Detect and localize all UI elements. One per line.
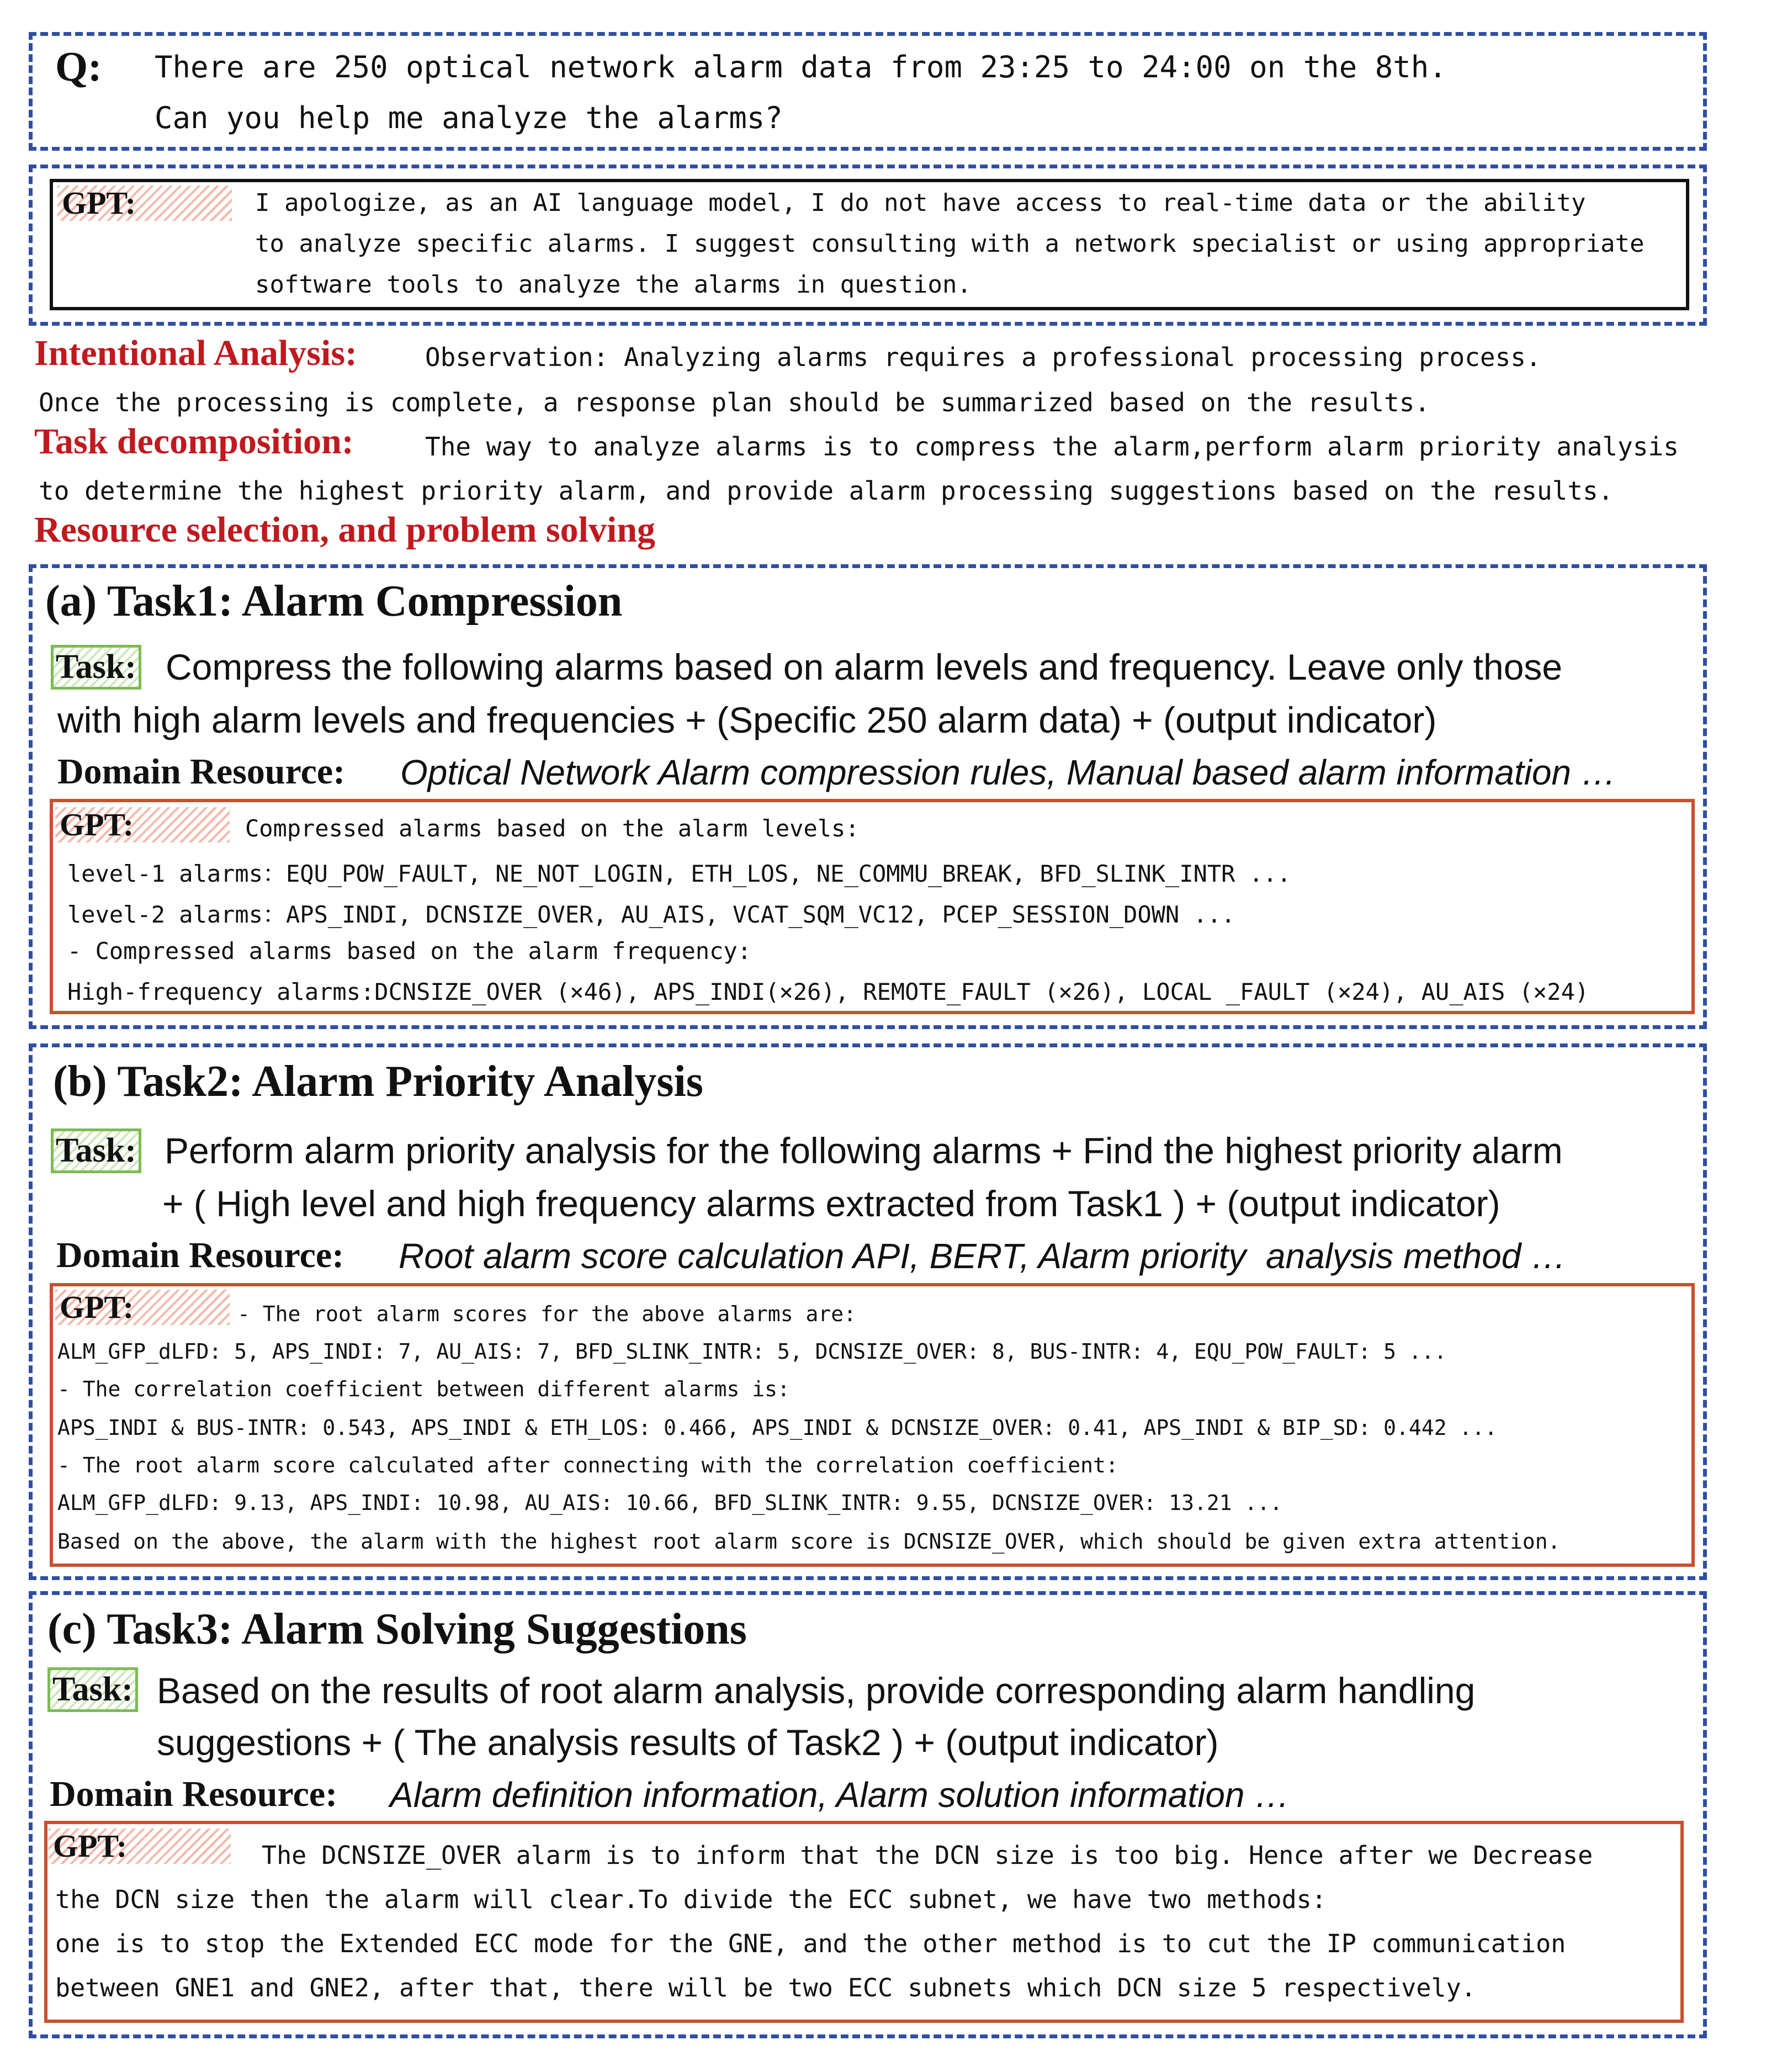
task-decomposition-line-1: The way to analyze alarms is to compress the alarm,perform alarm priority analysis <box>425 432 1679 462</box>
task1-gpt-line-2: level-1 alarms：EQU_POW_FAULT, NE_NOT_LOGIN, ETH_LOS, NE_COMMU_BREAK, BFD_SLINK_INTR ... <box>67 860 1291 887</box>
gpt-intro-line-2: to analyze specific alarms. I suggest consulting with a network specialist or using appropriate <box>255 230 1645 258</box>
task1-task-line-1: Compress the following alarms based on alarm levels and frequency. Leave only those <box>166 646 1563 687</box>
task1-task-label: Task: <box>51 645 141 690</box>
task3-gpt-line-3: one is to stop the Extended ECC mode for the GNE, and the other method is to cut the IP communication <box>55 1929 1566 1958</box>
task1-domain-label: Domain Resource: <box>57 751 346 792</box>
task3-task-label: Task: <box>47 1667 138 1712</box>
task3-title: (c) Task3: Alarm Solving Suggestions <box>47 1605 747 1654</box>
task1-gpt-line-3: level-2 alarms：APS_INDI, DCNSIZE_OVER, AU_AIS, VCAT_SQM_VC12, PCEP_SESSION_DOWN ... <box>67 901 1235 928</box>
task2-task-line-1: Perform alarm priority analysis for the following alarms + Find the highest priority alarm <box>165 1130 1563 1171</box>
gpt-intro-line-3: software tools to analyze the alarms in question. <box>255 271 972 299</box>
task3-task-line-2: suggestions + ( The analysis results of Task2 ) + (output indicator) <box>157 1722 1219 1763</box>
task3-task-line-1: Based on the results of root alarm analysis, provide corresponding alarm handling <box>157 1670 1476 1711</box>
task2-gpt-label: GPT: <box>55 1290 230 1325</box>
intentional-analysis-line-2: Once the processing is complete, a response plan should be summarized based on the results. <box>39 388 1430 417</box>
question-label: Q: <box>55 44 102 90</box>
task1-task-line-2: with high alarm levels and frequencies + (Specific 250 alarm data) + (output indicator) <box>57 700 1437 740</box>
task3-domain-label: Domain Resource: <box>50 1774 338 1814</box>
task1-domain-text: Optical Network Alarm compression rules, Manual based alarm information … <box>400 753 1616 792</box>
task1-gpt-line-4: - Compressed alarms based on the alarm frequency: <box>67 937 752 965</box>
task-decomposition-label: Task decomposition: <box>34 421 354 462</box>
task3-gpt-line-1: The DCNSIZE_OVER alarm is to inform that the DCN size is too big. Hence after we Decrease <box>262 1841 1593 1870</box>
task-decomposition-line-2: to determine the highest priority alarm, and provide alarm processing suggestions based on the results. <box>39 476 1614 506</box>
task2-title: (b) Task2: Alarm Priority Analysis <box>53 1057 703 1106</box>
task1-gpt-line-1: Compressed alarms based on the alarm levels: <box>245 815 860 842</box>
question-line-1: There are 250 optical network alarm data from 23:25 to 24:00 on the 8th. <box>155 50 1447 84</box>
gpt-intro-label: GPT: <box>57 186 232 221</box>
task2-gpt-line-1: - The root alarm scores for the above alarms are: <box>237 1302 857 1326</box>
task2-domain-text: Root alarm score calculation API, BERT, Alarm priority analysis method … <box>399 1236 1567 1276</box>
task2-domain-label: Domain Resource: <box>56 1235 344 1275</box>
task2-task-line-2: + ( High level and high frequency alarms extracted from Task1 ) + (output indicator) <box>162 1183 1500 1224</box>
task2-task-label: Task: <box>51 1128 141 1173</box>
task1-title: (a) Task1: Alarm Compression <box>45 577 623 626</box>
task3-gpt-line-4: between GNE1 and GNE2, after that, there will be two ECC subnets which DCN size 5 respectively. <box>55 1973 1476 2002</box>
task2-gpt-line-2: ALM_GFP_dLFD: 5, APS_INDI: 7, AU_AIS: 7, BFD_SLINK_INTR: 5, DCNSIZE_OVER: 8, BUS-INTR: 4, EQU_POW_FAULT: 5 ... <box>57 1339 1447 1364</box>
task2-gpt-line-5: - The root alarm score calculated after connecting with the correlation coefficient: <box>57 1453 1118 1477</box>
task3-gpt-line-2: the DCN size then the alarm will clear.To divide the ECC subnet, we have two methods: <box>55 1885 1327 1914</box>
task3-domain-text: Alarm definition information, Alarm solution information … <box>390 1775 1290 1815</box>
task2-gpt-line-3: - The correlation coefficient between different alarms is: <box>57 1377 790 1401</box>
task2-gpt-line-7: Based on the above, the alarm with the highest root alarm score is DCNSIZE_OVER, which should be given extra attention. <box>57 1529 1561 1554</box>
resource-selection-label: Resource selection, and problem solving <box>34 510 656 550</box>
task2-gpt-line-6: ALM_GFP_dLFD: 9.13, APS_INDI: 10.98, AU_AIS: 10.66, BFD_SLINK_INTR: 9.55, DCNSIZE_OVER: 13.21 ... <box>57 1491 1283 1515</box>
gpt-intro-line-1: I apologize, as an AI language model, I do not have access to real-time data or the ability <box>255 189 1586 217</box>
task1-gpt-label: GPT: <box>55 807 230 842</box>
intentional-analysis-line-1: Observation: Analyzing alarms requires a professional processing process. <box>425 342 1541 372</box>
task3-gpt-label: GPT: <box>49 1829 231 1864</box>
task1-gpt-line-5: High-frequency alarms:DCNSIZE_OVER (×46), APS_INDI(×26), REMOTE_FAULT (×26), LOCAL _FAULT (×24), AU_AIS (×24) <box>67 978 1589 1005</box>
question-line-2: Can you help me analyze the alarms? <box>155 100 783 135</box>
intentional-analysis-label: Intentional Analysis: <box>34 333 357 373</box>
task2-gpt-line-4: APS_INDI & BUS-INTR: 0.543, APS_INDI & ETH_LOS: 0.466, APS_INDI & DCNSIZE_OVER: 0.41, APS_INDI & BIP_SD: 0.442 ... <box>57 1416 1498 1440</box>
